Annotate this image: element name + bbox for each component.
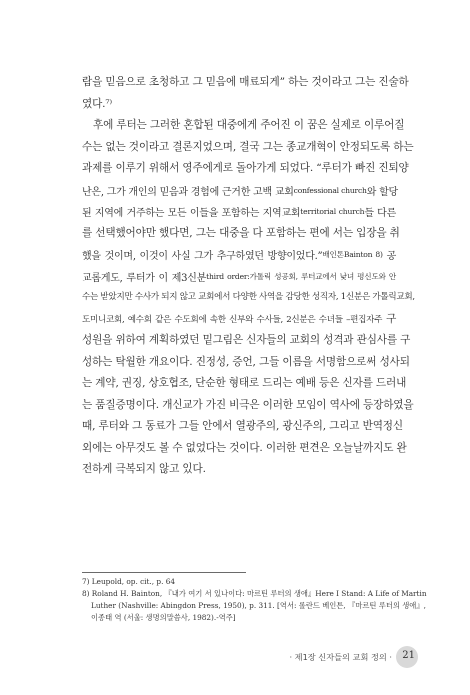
footnote-8-cont: Luther (Nashville: Abingdon Press, 1950), p. 311. [역서: 롤란드 베인튼, 『마르틴 루터의 생애』,: [91, 601, 426, 610]
footnote-7: 7) Leupold, op. cit., p. 64: [82, 577, 175, 586]
text-line-2: 였다.⁷⁾: [82, 97, 112, 110]
text-line-6: [82, 180, 396, 202]
footnote-divider: [82, 572, 246, 573]
text-line-19: 전하게 극복되지 않고 있다.: [82, 463, 206, 475]
citation-ref: 배인톤Bainton 8): [322, 250, 383, 259]
text-line-7: [82, 201, 396, 223]
inline-english-term: third order:: [206, 271, 250, 281]
page-number: 21: [402, 650, 415, 661]
text-line-11: 수는 받았지만 수사가 되지 않고 교회에서 다양한 사역을 감당한 성직자, 1신분은 가톨릭교회,: [82, 292, 415, 302]
inline-note: 도미니코회, 예수회 같은 수도회에 속한 신부와 수사들, 2신분은 수녀들 –편집자주: [82, 314, 383, 325]
text-line-8: 를 선택했어야만 했다면, 그는 대중을 다 포함하는 편에 서는 입장을 취: [82, 226, 400, 239]
text-line-4: 수는 없는 것이라고 결론지었으며, 결국 그는 종교개혁이 안정되도록 하는: [82, 140, 414, 153]
text-line-18: 외에는 아무것도 볼 수 없었다는 것이다. 이러한 편견은 오늘날까지도 완: [82, 441, 407, 454]
footnotes: [82, 576, 427, 624]
text-segment: 된 지역에 거주하는 모든 이들을 포함하는 지역교회: [82, 208, 301, 219]
text-line-9: [82, 244, 396, 266]
text-segment: 난은, 그가 개인의 믿음과 경험에 근거한 고백 교회: [82, 186, 294, 198]
text-segment: 구: [382, 312, 396, 325]
text-line-14: 성하는 탁월한 개요이다. 진정성, 증언, 그들 이름을 서명함으로써 성사되: [82, 355, 410, 368]
inline-english-term: confessional church: [293, 185, 367, 195]
text-line-10: [82, 266, 396, 288]
text-line-16: 는 품질증명이다. 개신교가 가진 비극은 이러한 모임이 역사에 등장하였을: [82, 398, 414, 411]
text-line-15: 는 계약, 권징, 상호협조, 단순한 형태로 드리는 예배 등은 신자를 드러내: [82, 377, 407, 389]
text-segment: 교롭게도, 루터가 이 제3신분: [82, 272, 207, 284]
text-line-17: 때, 루터와 그 동료가 그들 안에서 열광주의, 광신주의, 그리고 반역정신: [82, 420, 403, 432]
footnote-8: 8) Roland H. Bainton, 『내가 여기 서 있나이다: 마르틴 루터의 생애』Here I Stand: A Life of Martin: [82, 589, 427, 598]
text-line-3: 후에 루터는 그러한 혼합된 대중에게 주어진 이 꿈은 실제로 이루어질: [93, 119, 405, 131]
text-line-5: 과제를 이루기 위해서 영주에게로 돌아가게 되었다. “루터가 빠진 진퇴양: [82, 162, 409, 174]
text-segment: 들 다른: [364, 208, 396, 219]
footnote-8-cont-2: 이종태 역 (서울: 생명의말씀사, 1982).-역주]: [91, 613, 236, 622]
text-line-12: [82, 309, 396, 331]
chapter-title: · 제1장 신자들의 교회 정의 ·: [289, 652, 392, 662]
text-line-13: 성원을 위하여 계획하였던 밑그림은 신자들의 교회의 성격과 관심사를 구: [82, 334, 411, 346]
page-footer: [0, 644, 470, 684]
text-segment: 공: [382, 251, 396, 262]
inline-english-term: territorial church: [300, 207, 365, 216]
inline-note: 가톨릭 성공회, 루터교에서 낮녀 평신도와 안: [249, 271, 396, 281]
text-segment: 했을 것이며, 이것이 사실 그가 추구하였던 방향이었다.”: [82, 251, 323, 262]
text-segment: 와 할당: [366, 186, 398, 198]
main-text: [82, 72, 415, 481]
text-line-1: 람을 믿음으로 초청하고 그 믿음에 매료되게” 하는 것이라고 그는 진술하: [82, 76, 409, 88]
